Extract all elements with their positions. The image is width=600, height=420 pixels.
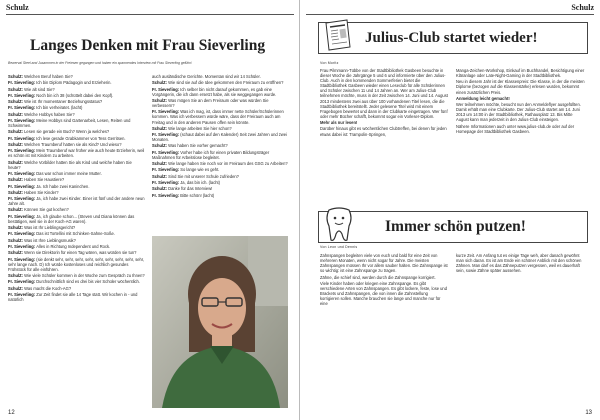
speaker-label: SchulZ: — [8, 237, 25, 243]
interview-line — [8, 250, 145, 255]
answer-text: Meine Hobbys sind Gartenarbeit, Lesen, Reiten und Schwimmen. — [8, 117, 131, 129]
paragraph: Frau Pilmmann-Tübbe von der Stadtbibliothek Gasbeen besuchte in dieser Woche die Jahrgänge 5 und 6 und informierte über den Julius-Club. Auch in den kommenden Sommerferien bietet die Stadtbibliothek Gasbeen wieder einen Leseclub für alle Schülerinnen und Schüler zwischen 11 und 14 Jahren an. Wer am Julius-Club teilnehmen möchte, muss in der Zeit zwischen 14. Juni und 14. August 2013 mindestens zwei aus über 100 vorhandenen Titel lesen, die die Stadtbibliothek bereitstellt. Jeder gelesene Titel wird mit einem Fragebogen bewertet und dann in der Clubkarte eingetragen. Wer fünf oder mehr Bücher schafft, bekommt sogar ein Vorleser-Diplom. — [320, 68, 448, 119]
speaker-label: Fr. Sieverling: — [152, 86, 181, 92]
speaker-label: Fr. Sieverling: — [8, 213, 37, 219]
answer-text: Was macht die Koch-AG? — [24, 285, 72, 291]
teeth-column-2 — [456, 253, 586, 275]
speaker-label: Fr. Sieverling: — [8, 231, 37, 237]
header-rule — [6, 14, 294, 15]
teeth-column-1 — [320, 253, 448, 308]
paragraph: Darüber hinaus gibt es wöchentlichen Clubtreffen, bei denen für jeden etwas dabei ist: Trampolin-Springen, — [320, 126, 447, 137]
answer-text: Welchen Beruf haben Sie? — [24, 74, 73, 79]
news-title: Julius-Club startet wieder! — [365, 30, 538, 46]
subheading: Mehr als nur lesen! — [320, 120, 358, 126]
interview-line — [8, 129, 145, 134]
interview-line — [8, 231, 145, 236]
speaker-label: Fr. Sieverling: — [152, 167, 181, 173]
interview-line — [8, 171, 145, 176]
speaker-label: Fr. Sieverling: — [152, 149, 181, 155]
article-title: Langes Denken mit Frau Sieverling — [30, 37, 266, 54]
answer-text: Ich lese gerade Grabkammer von Tess Gerritsen. — [36, 135, 126, 141]
interview-line — [8, 112, 145, 117]
speaker-label: Fr. Sieverling: — [152, 179, 181, 185]
interview-line — [8, 148, 145, 158]
answer-text: Alles in Richtung Independent und Rock. — [36, 243, 111, 249]
answer-text: Haben Sie Haustiere? — [24, 177, 65, 183]
answer-text: Sind Sie mit unserer Schule zufrieden? — [168, 173, 239, 179]
page-header-left: Schulz — [6, 3, 29, 12]
speaker-label: SchulZ: — [8, 141, 25, 147]
interview-line — [8, 99, 145, 104]
speaker-label: Fr. Sieverling: — [152, 192, 181, 198]
news-title-box — [318, 22, 588, 54]
answer-text: Was haben Sie vorher gemacht? — [168, 143, 228, 149]
paragraph: Zahnspangen begleiten viele von euch und bald für eine Zeit von mehreren Monaten, wenn nicht sogar für Jahre. Die meisten Zahnspangen müssen Ihr vor allem sauber halten. Die Zahnspange ist so wichtig: ist eine Zahnspange zu tragen. — [320, 253, 448, 274]
speaker-label: SchulZ: — [8, 207, 25, 213]
interview-line — [8, 286, 145, 291]
speaker-label: SchulZ: — [152, 125, 169, 131]
interview-column-1 — [8, 74, 145, 303]
answer-text: Was mögen Sie an dem Freiraum oder was würden Sie verbessern? — [152, 97, 269, 109]
interview-line — [8, 225, 145, 230]
speaker-label: SchulZ: — [152, 143, 169, 149]
interview-line — [8, 292, 145, 302]
interview-line — [8, 136, 145, 141]
newspaper-icon — [323, 17, 353, 53]
interview-line — [8, 207, 145, 212]
answer-text: Welchen Traumberuf hatten sie als Kind? Und wieso? — [24, 141, 122, 147]
speaker-label: SchulZ: — [8, 99, 25, 105]
answer-text: Welche Hobbys haben Sie? — [24, 111, 75, 117]
interview-line — [8, 160, 145, 170]
interview-line — [152, 193, 289, 198]
answer-text: Ich selber bin nicht darauf gekommen, es gab eine Vorgängerin, die ich dann ersetzt habe, als sie weggegangen wurde. — [152, 86, 277, 97]
interview-column-2 — [152, 74, 289, 199]
news-column-2 — [456, 68, 586, 135]
interview-line — [8, 257, 145, 272]
speaker-label: Fr. Sieverling: — [8, 279, 37, 285]
answer-text: (sie denkt sehr, sehr, sehr, sehr, sehr, sehr, sehr, sehr, sehr, sehr lange nach. D) Ich würde kostenloses und reichlich gesundes Frühstück für alle einführen. — [8, 256, 145, 272]
news-byline: Von Moritz — [320, 61, 339, 65]
interview-line — [8, 273, 145, 278]
speaker-label: Fr. Sieverling: — [8, 92, 37, 98]
paragraph: Zähne, die schief sind, werden durch die Zahnspange korrigiert. — [320, 274, 436, 280]
answer-text: Wie lange haben Sie noch vor im Freiraum des GSG zu Arbeiten? — [168, 161, 288, 167]
answer-text: Durchschnittlich sind es drei bis vier Schüler wöchentlich. — [36, 279, 140, 285]
answer-text: So lange wie es geht. — [180, 167, 220, 173]
speaker-label: SchulZ: — [152, 161, 169, 167]
speaker-label: SchulZ: — [8, 129, 25, 135]
interview-line — [152, 132, 289, 142]
speaker-label: SchulZ: — [8, 74, 25, 79]
interview-line — [8, 87, 145, 92]
page-number-right: 13 — [585, 410, 592, 416]
subheading: Anmeldung leicht gemacht! — [456, 95, 510, 101]
speaker-label: Fr. Sieverling: — [8, 148, 37, 154]
interview-line — [152, 174, 289, 179]
answer-text: Was ich mag, ist, dass immer nette Schüler/Schülerinnen kommen. Was ich verbessern würde wäre, dass der Freiraum auch am Freitag und in den anderen Pausen offen sein könnte. — [152, 109, 284, 125]
interview-line — [8, 177, 145, 182]
portrait-photo — [152, 236, 288, 408]
answer-text: (schaut dabei auf den Kalender) Seit zwei Jahren und zwei Monaten. — [152, 132, 287, 143]
interview-line — [8, 80, 145, 85]
article-intro: Bewerval Steel and Jusammen in der Freiesen gegangen und haben ein spannendes Interview mit Frau Sieverling geführt. — [8, 61, 193, 65]
answer-text: Das war schon immer meine Mutter. — [36, 170, 102, 176]
answer-text: Können Sie gut kochen? — [24, 207, 69, 213]
interview-line — [8, 214, 145, 224]
answer-text: Mein Traumberuf war früher wie auch heute Erzieherin, weil es schön ist mit Kindern zu arbeiten. — [8, 148, 145, 159]
speaker-label: SchulZ: — [8, 159, 25, 165]
interview-line — [152, 126, 289, 131]
interview-line — [8, 118, 145, 128]
answer-text: Ja, ich glaube schon... (Steven und Diana können das bestätigen, weil sie in der Koch-AG waren). — [8, 213, 135, 224]
interview-line — [152, 150, 289, 160]
interview-line — [152, 74, 289, 79]
answer-text: Wenn sie Direktorin für einen Tag wären, was würden sie tun? — [24, 250, 137, 256]
answer-text: Was ist Ihre Lieblingsmusik? — [24, 237, 76, 243]
paragraph: Nähere Informationen auch unter www.julius-club.de oder auf der Homepage der Stadtbibliothek Gasbeen. — [456, 123, 575, 134]
interview-line — [8, 184, 145, 189]
interview-line — [152, 109, 289, 124]
interview-line — [152, 98, 289, 108]
page-header-right: Schulz — [571, 3, 594, 12]
paragraph: Viele Kinder haben oder kriegen eine Zahnspange. Es gibt verschiedene Arten von Zahnspangen. Es gibt lockere, feste, lose und Brackets und Zahnspangen, die von innen die Zahnstellung korrigieren sollen. Manche brauchen sie lange und manche nur für eine — [320, 280, 447, 307]
speaker-label: Fr. Sieverling: — [8, 291, 37, 297]
interview-line — [152, 87, 289, 97]
paragraph: kurze Zeit. Am Anfang tut es einige Tage weh, aber danach gewöhnt man sich daran. Es ist am Ende ein schöner Anblick mit den schönen Zähnen. Man darf es das Zähneputzen vergessen, weil es dauerhaft sein, sowie Zähne später aussehen. — [456, 253, 582, 274]
answer-text: Ja. Ich habe zwei Kaninchen. — [36, 183, 90, 189]
interview-line — [8, 105, 145, 110]
answer-text: Das ist Tortellini mit Schinken-Sahne-Soße. — [36, 231, 115, 237]
speaker-label: SchulZ: — [8, 111, 25, 117]
speaker-label: SchulZ: — [8, 177, 25, 183]
answer-text: Danke für das Interview! — [168, 186, 213, 192]
interview-line — [152, 180, 289, 185]
speaker-label: SchulZ: — [8, 272, 25, 278]
interview-line — [8, 93, 145, 98]
speaker-label: Fr. Sieverling: — [152, 109, 181, 115]
speaker-label: SchulZ: — [8, 189, 25, 195]
paragraph: Manga-Zeichen-Workshop, Einkauf im Buchhandel, Besichtigung einer Kläranlage oder Late-Night-Gaming in der Stadtbibliothek. — [456, 68, 585, 79]
speaker-label: Fr. Sieverling: — [8, 196, 37, 202]
teeth-byline: Von Leon und Dennis — [320, 245, 358, 249]
answer-text: Haben Sie Kinder? — [24, 189, 59, 195]
teeth-title-box — [318, 211, 588, 243]
speaker-label: SchulZ: — [152, 186, 169, 192]
answer-text: Ja, das bin ich. (lacht) — [180, 179, 221, 185]
interview-line — [8, 238, 145, 243]
answer-text: Wie sind sie auf die Idee gekommen den Freiraum zu eröffnen? — [168, 80, 284, 86]
speaker-label: Fr. Sieverling: — [152, 132, 181, 138]
interview-line — [8, 244, 145, 249]
speaker-label: SchulZ: — [152, 80, 169, 86]
interview-line — [8, 190, 145, 195]
interview-line — [152, 167, 289, 172]
answer-text: Zur Zeit findet sie alle 14 Tage statt. Wir kochen in - und natürlich — [8, 291, 138, 302]
answer-text: Wie viele Schüler kommen in der Woche zum Gespräch zu Ihnen? — [24, 272, 145, 278]
speaker-label: SchulZ: — [8, 86, 25, 92]
answer-text: Ja, ich habe zwei Kinder. Einer ist fünf und der andere neun Jahre alt. — [8, 196, 145, 207]
answer-text: Was ist Ihr Lieblingsgericht? — [24, 225, 76, 231]
answer-text: Wie lange arbeiten Sie hier schon? — [168, 125, 232, 131]
paragraph: Neu in diesem Jahr ist der Klassenpreis: Die Klasse, in der die meisten Diplome (bezogen auf die Klassenstärke) erlesen wurden, bekommt einen zusätzlichen Preis. — [456, 79, 585, 95]
paragraph: Wer teilnehmen möchte, besucht nun den Anmeldeflyer ausgefüllten. Damit erhält man eine Clubkarte. Der Julius-Club startet am 14. Juni 2013 um 14:00 in der Stadtbibliothek, Rathausplatz 13. Bis Mitte August kann man jederzeit in den Julius-Club einsteigen. — [456, 102, 581, 123]
interview-line — [152, 143, 289, 148]
answer-text: Bitte schön! (lacht) — [180, 192, 215, 198]
speaker-label: Fr. Sieverling: — [8, 170, 37, 176]
interview-line — [8, 196, 145, 206]
answer-text: Wie ist Ihr momentaner Beziehungsstatus? — [24, 99, 103, 105]
interview-line — [152, 186, 289, 191]
interview-line — [8, 279, 145, 284]
answer-text: Welche Vorbilder hatten Sie als Kind und welche haben Sie heute? — [8, 159, 132, 170]
speaker-label: SchulZ: — [152, 97, 169, 103]
page-number-left: 12 — [8, 410, 15, 416]
tooth-icon — [323, 204, 355, 244]
answer-text: auch ausländische Gerichte. Momentan sind wir 14 Schüler. — [152, 74, 261, 79]
answer-text: Wie alt sind Sie? — [24, 86, 55, 92]
portrait-photo-graphic — [152, 236, 288, 408]
speaker-label: SchulZ: — [152, 173, 169, 179]
speaker-label: Fr. Sieverling: — [8, 80, 37, 86]
interview-line — [152, 80, 289, 85]
answer-text: Ich bin verheiratet. (lacht) — [36, 105, 83, 111]
speaker-label: SchulZ: — [8, 250, 25, 256]
speaker-label: Fr. Sieverling: — [8, 135, 37, 141]
interview-line — [8, 74, 145, 79]
speaker-label: Fr. Sieverling: — [8, 183, 37, 189]
interview-line — [152, 161, 289, 166]
speaker-label: Fr. Sieverling: — [8, 117, 37, 123]
answer-text: Noch bin ich 38 (schüttelt dabei den Kopf). — [36, 92, 114, 98]
interview-line — [8, 142, 145, 147]
news-column-1 — [320, 68, 448, 138]
teeth-title: Immer schön putzen! — [385, 218, 526, 235]
answer-text: Lesen sie gerade ein Buch? Wenn ja welches? — [24, 129, 110, 135]
answer-text: Vorher habe ich für einen privaten Bildungsträger Maßnahmen für Arbeitslose begleitet. — [152, 149, 270, 160]
header-rule — [306, 14, 594, 15]
speaker-label: Fr. Sieverling: — [8, 256, 37, 262]
speaker-label: Fr. Sieverling: — [8, 105, 37, 111]
answer-text: Ich bin Diplom Pädagogin und Erzieherin. — [36, 80, 112, 86]
speaker-label: Fr. Sieverling: — [8, 243, 37, 249]
speaker-label: SchulZ: — [8, 285, 25, 291]
speaker-label: SchulZ: — [8, 225, 25, 231]
